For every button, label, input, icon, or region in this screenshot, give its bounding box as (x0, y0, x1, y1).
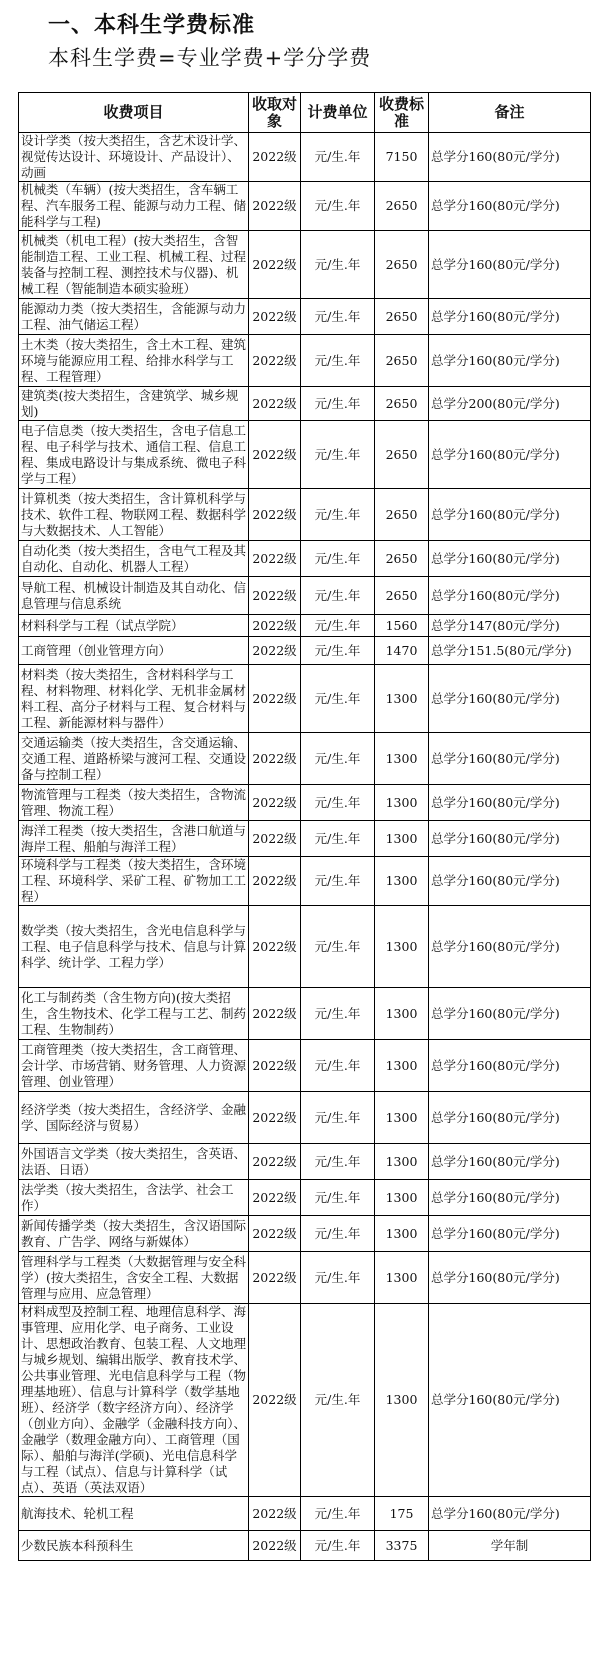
target-cell: 2022级 (249, 182, 301, 231)
target-cell: 2022级 (249, 421, 301, 489)
header-target: 收取对象 (249, 93, 301, 133)
target-cell: 2022级 (249, 577, 301, 615)
target-cell: 2022级 (249, 637, 301, 665)
target-cell: 2022级 (249, 1252, 301, 1304)
fee-item-cell: 土木类（按大类招生，含土木工程、建筑环境与能源应用工程、给排水科学与工程、工程管理） (19, 335, 249, 387)
table-row (19, 421, 591, 489)
table-row (19, 299, 591, 335)
fee-standard-cell: 2650 (375, 335, 429, 387)
fee-standard-cell: 2650 (375, 541, 429, 577)
table-row (19, 821, 591, 857)
fee-item-cell: 新闻传播学类（按大类招生，含汉语国际教育、广告学、网络与新媒体） (19, 1216, 249, 1252)
table-row (19, 1216, 591, 1252)
target-cell: 2022级 (249, 857, 301, 906)
note-cell: 总学分160(80元/学分) (429, 541, 591, 577)
header-standard: 收费标准 (375, 93, 429, 133)
note-cell: 总学分160(80元/学分) (429, 182, 591, 231)
table-row (19, 387, 591, 421)
fee-standard-cell: 1300 (375, 857, 429, 906)
fee-item-cell: 机械类（车辆）(按大类招生，含车辆工程、汽车服务工程、能源与动力工程、储能科学与工程) (19, 182, 249, 231)
note-cell: 总学分160(80元/学分) (429, 231, 591, 299)
table-row (19, 182, 591, 231)
fee-standard-cell: 1300 (375, 1304, 429, 1497)
target-cell: 2022级 (249, 1144, 301, 1180)
target-cell: 2022级 (249, 1040, 301, 1092)
fee-standard-cell: 2650 (375, 299, 429, 335)
target-cell: 2022级 (249, 299, 301, 335)
header-item: 收费项目 (19, 93, 249, 133)
unit-cell: 元/生.年 (301, 665, 375, 733)
fee-standard-cell: 1300 (375, 785, 429, 821)
fee-item-cell: 法学类（按大类招生，含法学、社会工作） (19, 1180, 249, 1216)
unit-cell: 元/生.年 (301, 1531, 375, 1561)
fee-item-cell: 设计学类（按大类招生，含艺术设计学、视觉传达设计、环境设计、产品设计）、动画 (19, 133, 249, 182)
target-cell: 2022级 (249, 906, 301, 988)
fee-item-cell: 机械类（机电工程）(按大类招生，含智能制造工程、工业工程、机械工程、过程装备与控制工程、测控技术与仪器)、机械工程（智能制造本硕实验班） (19, 231, 249, 299)
table-row (19, 231, 591, 299)
unit-cell: 元/生.年 (301, 1040, 375, 1092)
note-cell: 总学分160(80元/学分) (429, 133, 591, 182)
fee-standard-cell: 3375 (375, 1531, 429, 1561)
fee-standard-cell: 1300 (375, 733, 429, 785)
target-cell: 2022级 (249, 1216, 301, 1252)
table-row (19, 1531, 591, 1561)
fee-item-cell: 建筑类(按大类招生，含建筑学、城乡规划) (19, 387, 249, 421)
fee-item-cell: 工商管理类（按大类招生，含工商管理、会计学、市场营销、财务管理、人力资源管理、创业管理） (19, 1040, 249, 1092)
fee-item-cell: 导航工程、机械设计制造及其自动化、信息管理与信息系统 (19, 577, 249, 615)
fee-standard-cell: 2650 (375, 182, 429, 231)
note-cell: 总学分160(80元/学分) (429, 1216, 591, 1252)
target-cell: 2022级 (249, 615, 301, 637)
fee-standard-cell: 1300 (375, 1252, 429, 1304)
unit-cell: 元/生.年 (301, 857, 375, 906)
fee-standard-cell: 1300 (375, 1144, 429, 1180)
target-cell: 2022级 (249, 335, 301, 387)
unit-cell: 元/生.年 (301, 231, 375, 299)
fee-item-cell: 物流管理与工程类（按大类招生，含物流管理、物流工程） (19, 785, 249, 821)
table-row (19, 665, 591, 733)
header-row (19, 93, 591, 133)
fee-standard-cell: 1300 (375, 665, 429, 733)
target-cell: 2022级 (249, 1531, 301, 1561)
unit-cell: 元/生.年 (301, 785, 375, 821)
unit-cell: 元/生.年 (301, 541, 375, 577)
unit-cell: 元/生.年 (301, 133, 375, 182)
note-cell: 总学分160(80元/学分) (429, 821, 591, 857)
fee-standard-cell: 175 (375, 1497, 429, 1531)
fee-standard-cell: 2650 (375, 231, 429, 299)
fee-item-cell: 少数民族本科预科生 (19, 1531, 249, 1561)
fee-standard-cell: 1300 (375, 988, 429, 1040)
unit-cell: 元/生.年 (301, 615, 375, 637)
note-cell: 学年制 (429, 1531, 591, 1561)
note-cell: 总学分160(80元/学分) (429, 1497, 591, 1531)
fee-table-body (19, 133, 591, 1561)
table-row (19, 1252, 591, 1304)
note-cell: 总学分160(80元/学分) (429, 857, 591, 906)
unit-cell: 元/生.年 (301, 335, 375, 387)
fee-standard-cell: 2650 (375, 387, 429, 421)
fee-standard-cell: 1300 (375, 1180, 429, 1216)
target-cell: 2022级 (249, 231, 301, 299)
table-row (19, 615, 591, 637)
note-cell: 总学分147(80元/学分) (429, 615, 591, 637)
fee-item-cell: 工商管理（创业管理方向） (19, 637, 249, 665)
fee-item-cell: 计算机类（按大类招生，含计算机科学与技术、软件工程、物联网工程、数据科学与大数据技术、人工智能） (19, 489, 249, 541)
unit-cell: 元/生.年 (301, 1092, 375, 1144)
fee-item-cell: 自动化类（按大类招生，含电气工程及其自动化、自动化、机器人工程） (19, 541, 249, 577)
note-cell: 总学分160(80元/学分) (429, 1092, 591, 1144)
note-cell: 总学分160(80元/学分) (429, 489, 591, 541)
note-cell: 总学分160(80元/学分) (429, 665, 591, 733)
table-row (19, 637, 591, 665)
fee-item-cell: 外国语言文学类（按大类招生，含英语、法语、日语） (19, 1144, 249, 1180)
unit-cell: 元/生.年 (301, 421, 375, 489)
note-cell: 总学分160(80元/学分) (429, 421, 591, 489)
fee-item-cell: 电子信息类（按大类招生，含电子信息工程、电子科学与技术、通信工程、信息工程、集成电路设计与集成系统、微电子科学与工程） (19, 421, 249, 489)
unit-cell: 元/生.年 (301, 489, 375, 541)
table-row (19, 1092, 591, 1144)
fee-item-cell: 经济学类（按大类招生，含经济学、金融学、国际经济与贸易） (19, 1092, 249, 1144)
target-cell: 2022级 (249, 988, 301, 1040)
note-cell: 总学分160(80元/学分) (429, 1040, 591, 1092)
table-row (19, 1497, 591, 1531)
fee-item-cell: 化工与制药类（含生物方向)(按大类招生，含生物技术、化学工程与工艺、制药工程、生物制药） (19, 988, 249, 1040)
fee-item-cell: 交通运输类（按大类招生，含交通运输、交通工程、道路桥梁与渡河工程、交通设备与控制工程） (19, 733, 249, 785)
target-cell: 2022级 (249, 665, 301, 733)
target-cell: 2022级 (249, 133, 301, 182)
unit-cell: 元/生.年 (301, 299, 375, 335)
table-row (19, 577, 591, 615)
fee-item-cell: 数学类（按大类招生，含光电信息科学与工程、电子信息科学与技术、信息与计算科学、统计学、工程力学） (19, 906, 249, 988)
table-row (19, 489, 591, 541)
table-row (19, 1304, 591, 1497)
table-row (19, 1144, 591, 1180)
unit-cell: 元/生.年 (301, 637, 375, 665)
note-cell: 总学分160(80元/学分) (429, 1144, 591, 1180)
target-cell: 2022级 (249, 733, 301, 785)
unit-cell: 元/生.年 (301, 387, 375, 421)
table-row (19, 1180, 591, 1216)
unit-cell: 元/生.年 (301, 988, 375, 1040)
table-row (19, 857, 591, 906)
table-row (19, 733, 591, 785)
fee-table (18, 92, 591, 1561)
fee-standard-cell: 1300 (375, 906, 429, 988)
table-row (19, 335, 591, 387)
fee-standard-cell: 1300 (375, 1216, 429, 1252)
note-cell: 总学分160(80元/学分) (429, 1180, 591, 1216)
unit-cell: 元/生.年 (301, 1252, 375, 1304)
fee-formula: 本科生学费=专业学费+学分学费 (48, 46, 372, 70)
fee-standard-cell: 2650 (375, 577, 429, 615)
fee-standard-cell: 7150 (375, 133, 429, 182)
unit-cell: 元/生.年 (301, 1497, 375, 1531)
fee-item-cell: 环境科学与工程类（按大类招生，含环境工程、环境科学、采矿工程、矿物加工工程） (19, 857, 249, 906)
table-row (19, 785, 591, 821)
note-cell: 总学分160(80元/学分) (429, 299, 591, 335)
note-cell: 总学分160(80元/学分) (429, 335, 591, 387)
target-cell: 2022级 (249, 1092, 301, 1144)
fee-item-cell: 材料类（按大类招生，含材料科学与工程、材料物理、材料化学、无机非金属材料工程、高分子材料与工程、复合材料与工程、新能源材料与器件） (19, 665, 249, 733)
fee-standard-cell: 1300 (375, 821, 429, 857)
fee-standard-cell: 2650 (375, 421, 429, 489)
table-row (19, 906, 591, 988)
table-row (19, 1040, 591, 1092)
note-cell: 总学分160(80元/学分) (429, 1252, 591, 1304)
note-cell: 总学分160(80元/学分) (429, 906, 591, 988)
fee-standard-cell: 1470 (375, 637, 429, 665)
target-cell: 2022级 (249, 1497, 301, 1531)
fee-item-cell: 管理科学与工程类（大数据管理与安全科学）(按大类招生，含安全工程、大数据管理与应用、应急管理） (19, 1252, 249, 1304)
unit-cell: 元/生.年 (301, 1304, 375, 1497)
header-unit: 计费单位 (301, 93, 375, 133)
note-cell: 总学分160(80元/学分) (429, 1304, 591, 1497)
fee-item-cell: 能源动力类（按大类招生，含能源与动力工程、油气储运工程） (19, 299, 249, 335)
header-note: 备注 (429, 93, 591, 133)
target-cell: 2022级 (249, 821, 301, 857)
table-row (19, 133, 591, 182)
note-cell: 总学分160(80元/学分) (429, 785, 591, 821)
unit-cell: 元/生.年 (301, 906, 375, 988)
fee-standard-cell: 1560 (375, 615, 429, 637)
note-cell: 总学分160(80元/学分) (429, 733, 591, 785)
target-cell: 2022级 (249, 387, 301, 421)
unit-cell: 元/生.年 (301, 733, 375, 785)
target-cell: 2022级 (249, 489, 301, 541)
note-cell: 总学分200(80元/学分) (429, 387, 591, 421)
unit-cell: 元/生.年 (301, 821, 375, 857)
fee-standard-cell: 1300 (375, 1040, 429, 1092)
unit-cell: 元/生.年 (301, 1180, 375, 1216)
fee-item-cell: 海洋工程类（按大类招生，含港口航道与海岸工程、船舶与海洋工程） (19, 821, 249, 857)
note-cell: 总学分151.5(80元/学分) (429, 637, 591, 665)
target-cell: 2022级 (249, 541, 301, 577)
target-cell: 2022级 (249, 785, 301, 821)
unit-cell: 元/生.年 (301, 1144, 375, 1180)
note-cell: 总学分160(80元/学分) (429, 988, 591, 1040)
fee-item-cell: 材料成型及控制工程、地理信息科学、海事管理、应用化学、电子商务、工业设计、思想政治教育、包装工程、人文地理与城乡规划、编辑出版学、教育技术学、公共事业管理、光电信息科学与工程（物理基地班）、信息与计算科学（数学基地班）、经济学（数字经济方向）、经济学（创业方向）、金融学（金融科技方向）、金融学（数理金融方向）、工商管理（国际）、船舶与海洋(学硕)、光电信息科学与工程（试点）、信息与计算科学（试点）、英语（英法双语） (19, 1304, 249, 1497)
note-cell: 总学分160(80元/学分) (429, 577, 591, 615)
fee-item-cell: 材料科学与工程（试点学院） (19, 615, 249, 637)
section-heading: 一、本科生学费标准 (48, 13, 256, 38)
unit-cell: 元/生.年 (301, 1216, 375, 1252)
target-cell: 2022级 (249, 1304, 301, 1497)
table-row (19, 541, 591, 577)
target-cell: 2022级 (249, 1180, 301, 1216)
fee-item-cell: 航海技术、轮机工程 (19, 1497, 249, 1531)
unit-cell: 元/生.年 (301, 577, 375, 615)
fee-standard-cell: 2650 (375, 489, 429, 541)
table-row (19, 988, 591, 1040)
unit-cell: 元/生.年 (301, 182, 375, 231)
fee-standard-cell: 1300 (375, 1092, 429, 1144)
